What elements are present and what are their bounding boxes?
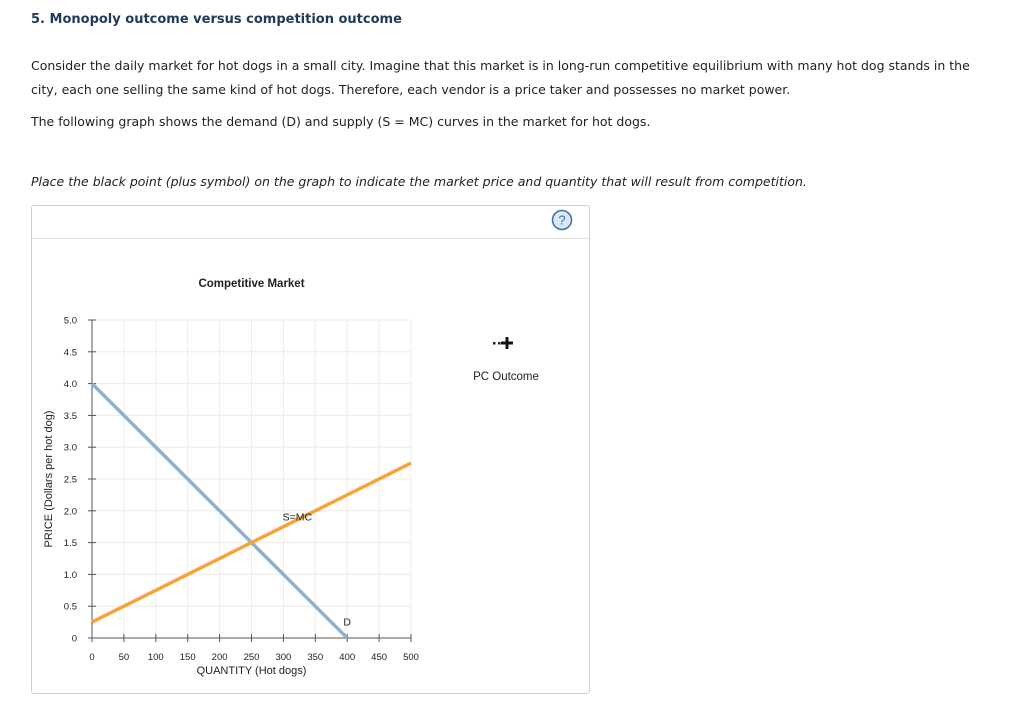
- x-tick-label: 200: [211, 652, 228, 663]
- question-context-paragraph: Consider the daily market for hot dogs in a small city. Imagine that this market is in long-run competitive equilibrium with many hot dog stands in the city, each one selling the same kind of hot dogs. Therefore, each vendor is a price taker and possesses no market power.: [31, 58, 970, 97]
- tool-dot-2: [498, 342, 501, 345]
- y-tick-label: 5.0: [63, 315, 77, 327]
- x-tick-label: 100: [147, 652, 164, 663]
- x-tick-label: 150: [179, 652, 196, 663]
- plus-point-icon[interactable]: [501, 337, 513, 349]
- y-tick-label: 3.5: [63, 410, 77, 422]
- x-tick-label: 400: [339, 652, 356, 663]
- competitive-market-chart[interactable]: [32, 206, 589, 693]
- x-tick-label: 0: [89, 652, 95, 663]
- x-tick-label: 350: [307, 652, 324, 663]
- x-axis-label: QUANTITY (Hot dogs): [196, 665, 307, 677]
- y-tick-label: 3.0: [63, 442, 77, 454]
- x-tick-label: 450: [371, 652, 388, 663]
- tool-dot-1: [493, 342, 496, 345]
- y-tick-label: 1.5: [63, 538, 77, 550]
- x-tick-label: 250: [243, 652, 260, 663]
- curve-label-d: D: [343, 616, 351, 629]
- y-tick-label: 4.5: [63, 347, 77, 359]
- help-icon-symbol: ?: [558, 212, 566, 228]
- y-tick-label: 1.0: [63, 569, 77, 581]
- y-tick-label: 0: [71, 633, 77, 645]
- y-axis-label: PRICE (Dollars per hot dog): [43, 410, 55, 548]
- y-tick-label: 2.5: [63, 474, 77, 486]
- y-tick-label: 0.5: [63, 601, 77, 613]
- question-title: 5. Monopoly outcome versus competition outcome: [31, 12, 402, 27]
- y-tick-label: 2.0: [63, 506, 77, 518]
- x-tick-label: 50: [118, 652, 130, 663]
- chart-title: Competitive Market: [198, 278, 305, 290]
- curve-label-s-mc: S=MC: [282, 511, 313, 524]
- question-graph-description: The following graph shows the demand (D) and supply (S = MC) curves in the market for hot dogs.: [31, 114, 651, 129]
- graph-panel: [31, 205, 590, 694]
- pc-outcome-label: PC Outcome: [473, 371, 539, 383]
- y-tick-label: 4.0: [63, 379, 77, 391]
- x-tick-label: 300: [275, 652, 292, 663]
- question-instruction: Place the black point (plus symbol) on the graph to indicate the market price and quantity that will result from competition.: [31, 174, 807, 189]
- x-tick-label: 500: [403, 652, 419, 663]
